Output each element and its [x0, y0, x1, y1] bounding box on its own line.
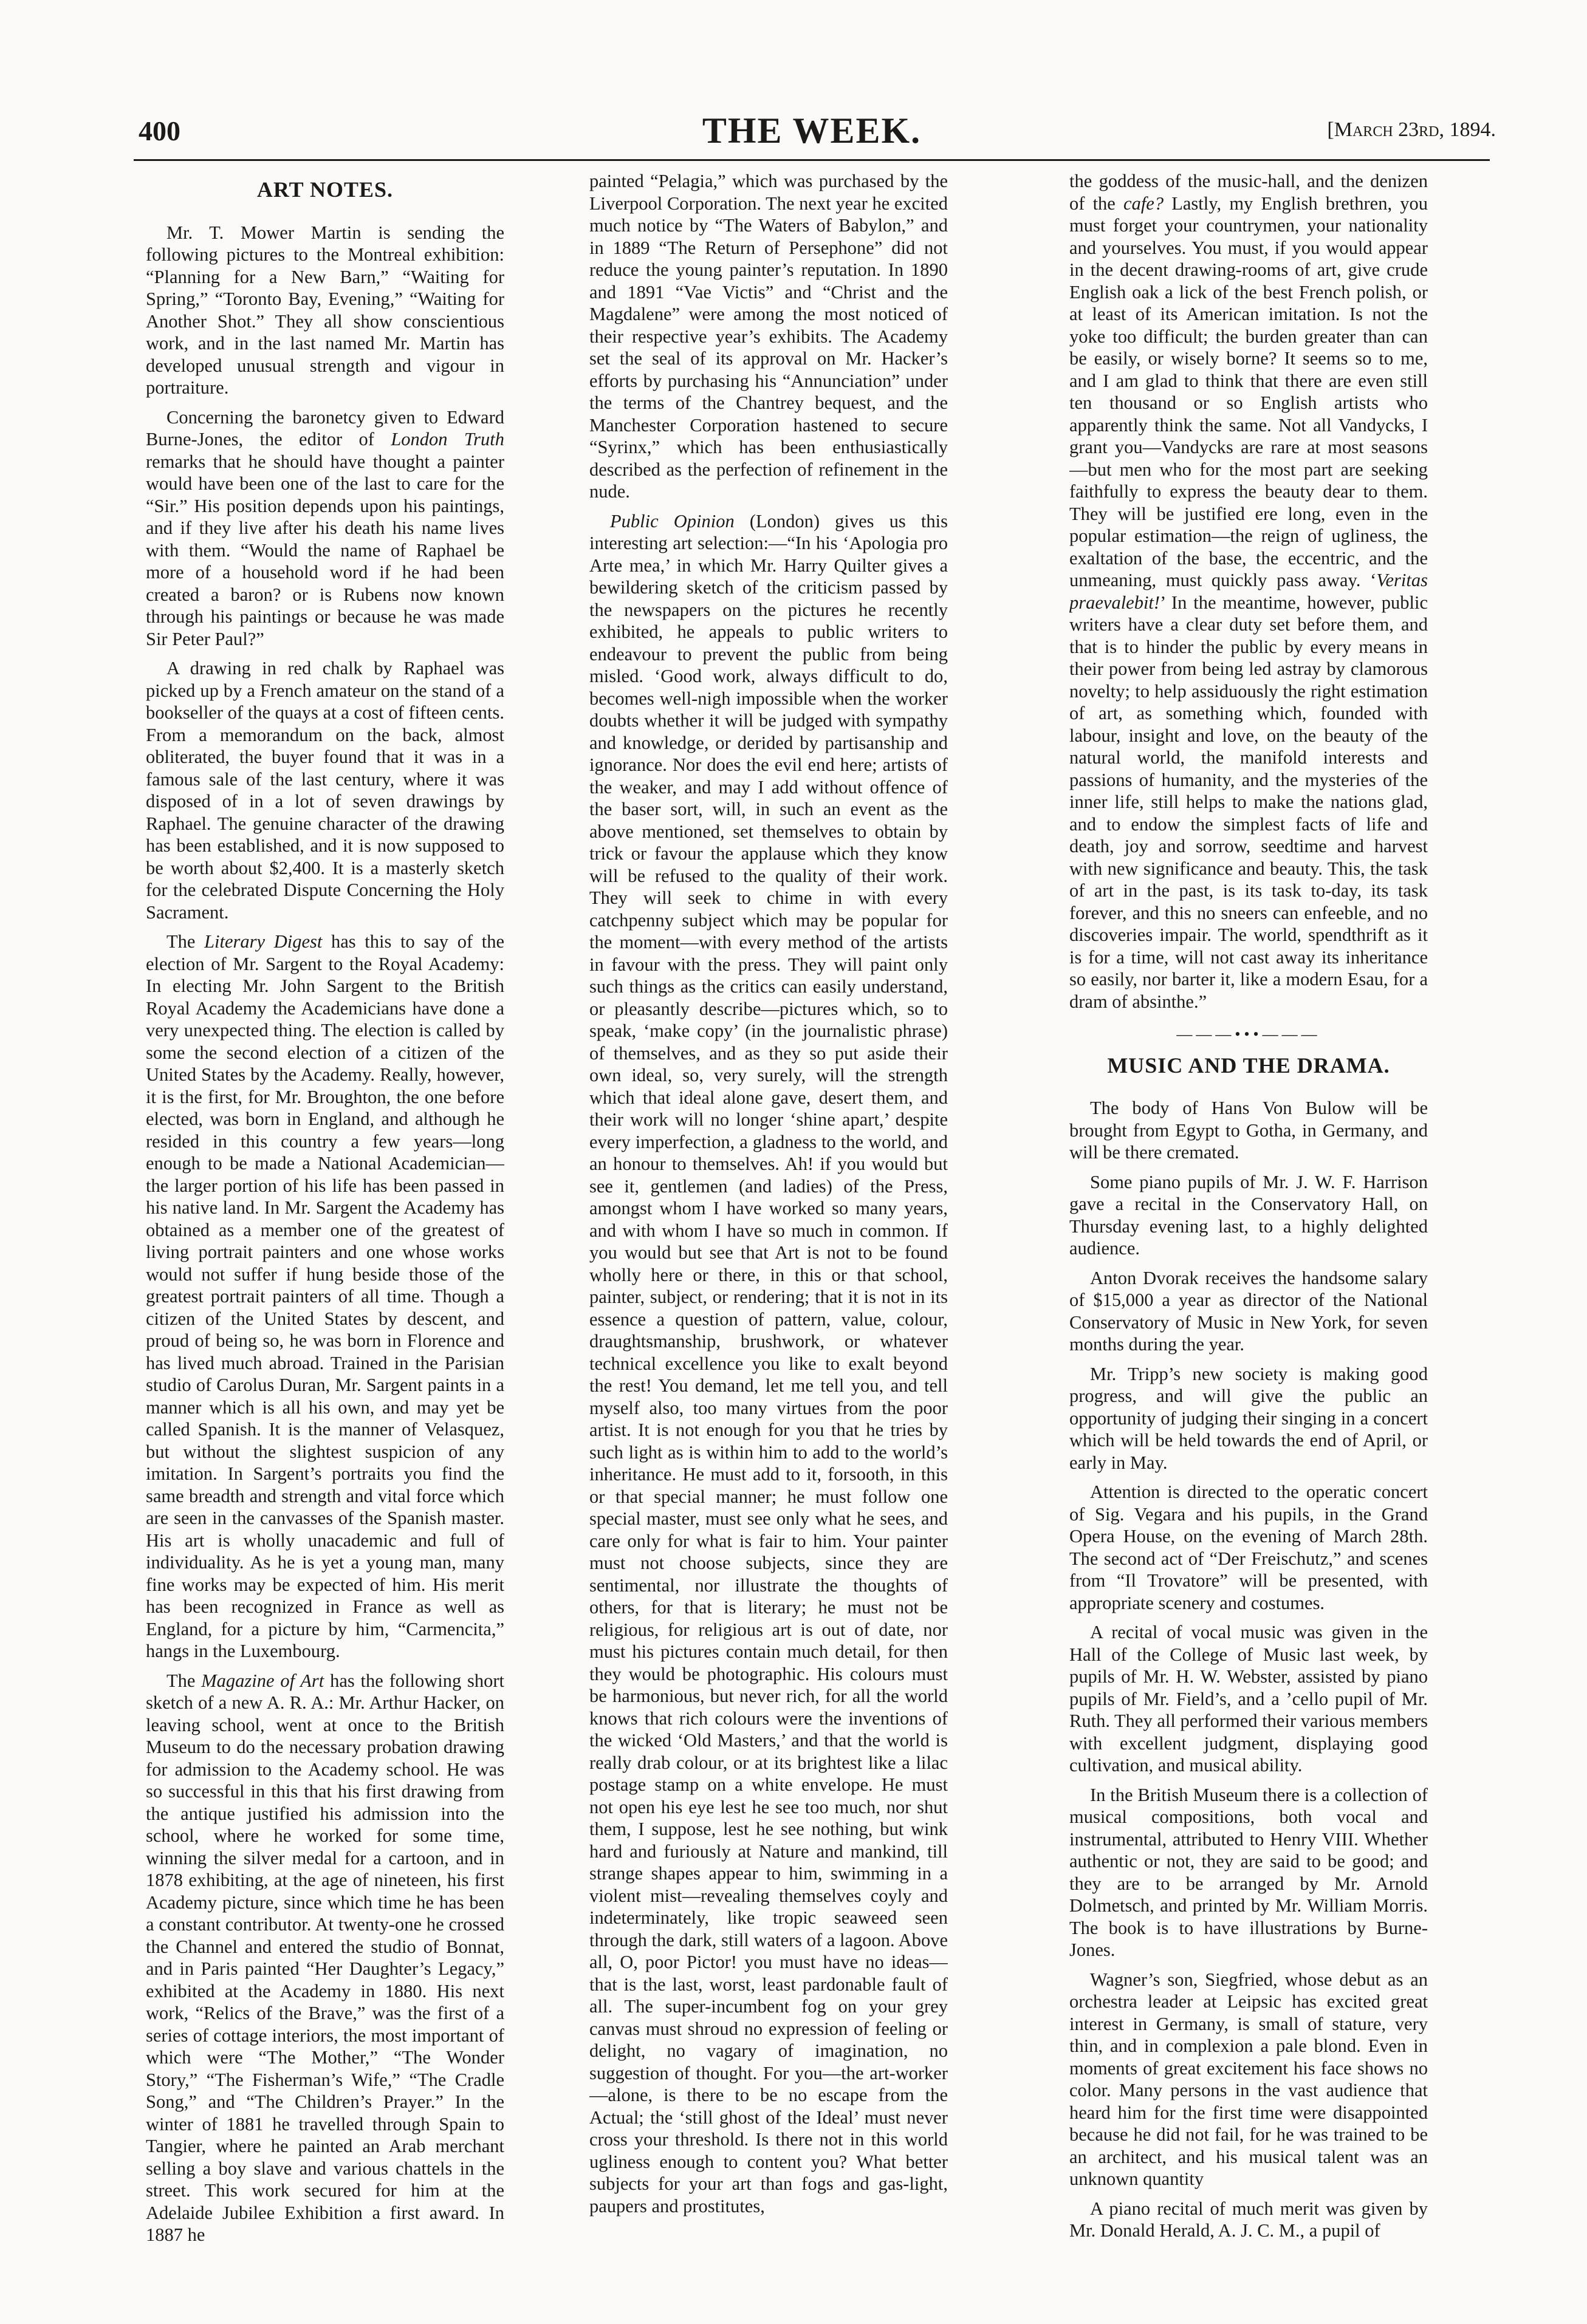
section-divider: ———•••———: [1176, 1025, 1321, 1043]
column-1: [146, 170, 504, 2284]
art-paragraph-3: A drawing in red chalk by Raphael was picked up by a French amateur on the stand of a bookseller of the quays at a cost of fifteen cents. From a memorandum on the back, almost obliterated, the buyer found that it was in a famous sale of the last century, where it was disposed of in a lot of seven drawings by Raphael. The genuine character of the drawing has been established, and it is now supposed to be worth about $2,400. It is a masterly sketch for the celebrated Dispute Concerning the Holy Sacrament.: [146, 658, 504, 923]
music-drama-heading: MUSIC AND THE DRAMA.: [1107, 1053, 1390, 1078]
page-number: 400: [139, 115, 180, 146]
music-paragraph-3: Anton Dvorak receives the handsome salary of $15,000 a year as director of the National Conservatory of Music in New York, for seven months during the year.: [1069, 1267, 1428, 1355]
column-3: [1069, 170, 1428, 2284]
art-paragraph-1: Mr. T. Mower Martin is sending the following pictures to the Montreal exhibition: “Planning for a New Barn,” “Waiting for Spring,” “Toronto Bay, Evening,” “Waiting for Another Shot.” They all show conscientious work, and in the last named Mr. Martin has developed unusual strength and vigour in portraiture.: [146, 222, 504, 398]
art-paragraph-4: The Literary Digest has this to say of the election of Mr. Sargent to the Royal Academy: In electing Mr. John Sargent to the British Royal Academy the Academicians have done a very unexpected thing. The election is called by some the second election of a citizen of the United States by the Academy. Really, however, it is the first, for Mr. Broughton, the one before elected, was born in England, and although he resided in this country a few years—long enough to be made a National Academician—the larger portion of his life has been passed in his native land. In Mr. Sargent the Academy has obtained as a member one of the greatest of living portrait painters and one whose works would not suffer if hung beside those of the greatest portrait painters of all time. Though a citizen of the United States by descent, and proud of being so, he was born in Florence and has lived much abroad. Trained in the Parisian studio of Carolus Duran, Mr. Sargent paints in a manner which is all his own, and may yet be called Spanish. It is the manner of Velasquez, but without the slightest suspicion of any imitation. In Sargent’s portraits you find the same breadth and strength and vital force which are seen in the canvasses of the Spanish master. His art is wholly unacademic and full of individuality. As he is yet a young man, many fine works may be expected of him. His merit has been recognized in France as well as England, for a picture by him, “Carmencita,” hangs in the Luxembourg.: [146, 931, 504, 1661]
music-paragraph-8: Wagner’s son, Siegfried, whose debut as an orchestra leader at Leipsic has excited great interest in Germany, is small of stature, very thin, and in complexion a pale blond. Even in moments of great excitement his face shows no color. Many persons in the vast audience that heard him for the first time were disappointed because he did not fail, for he was trained to be an architect, and his musical talent was an unknown quantity: [1069, 1969, 1428, 2189]
music-paragraph-1: The body of Hans Von Bulow will be brought from Egypt to Gotha, in Germany, and will be there cremated.: [1069, 1098, 1428, 1163]
art-paragraph-5: The Magazine of Art has the following short sketch of a new A. R. A.: Mr. Arthur Hacker, on leaving school, went at once to the British Museum to do the necessary probation drawing for admission to the Academy school. He was so successful in this that his first drawing from the antique justified his admission into the school, where he worked for some time, winning the silver medal for a cartoon, and in 1878 exhibiting, at the age of nineteen, his first Academy picture, since which time he has been a constant contributor. At twenty-one he crossed the Channel and entered the studio of Bonnat, and in Paris painted “Her Daughter’s Legacy,” exhibited at the Academy in 1880. His next work, “Relics of the Brave,” was the first of a series of cottage interiors, the most important of which were “The Mother,” “The Wonder Story,” “The Fisherman’s Wife,” “The Cradle Song,” and “The Children’s Prayer.” In the winter of 1881 he travelled through Spain to Tangier, where he painted an Arab merchant selling a boy slave and various chattels in the street. This work secured for him at the Adelaide Jubilee Exhibition a first award. In 1887 he: [146, 1670, 504, 2245]
music-paragraph-6: A recital of vocal music was given in the Hall of the College of Music last week, by pupils of Mr. H. W. Webster, assisted by piano pupils of Mr. Field’s, and a ’cello pupil of Mr. Ruth. They all performed their various members with excellent judgment, displaying good cultivation, and musical ability.: [1069, 1622, 1428, 1775]
column-2: [589, 170, 948, 2284]
art-paragraph-8: the goddess of the music-hall, and the denizen of the cafe? Lastly, my English brethren, you must forget your countrymen, your nationality and yourselves. You must, if you would appear in the decent drawing-rooms of art, give crude English oak a lick of the best French polish, or at least of its American imitation. Is not the yoke too difficult; the burden greater than can be easily, or wisely borne? It seems so to me, and I am glad to think that there are even still ten thousand or so English artists who apparently think the same. Not all Vandycks, I grant you—Vandycks are rare at most seasons—but men who for the most part are seeking faithfully to express the beauty dear to them. They will be justified ere long, even in the popular estimation—the reign of ugliness, the exaltation of the base, the eccentric, and the unmeaning, must quickly pass away. ‘Veritas praevalebit!’ In the meantime, however, public writers have a clear duty set before them, and that is to hinder the public by every means in their power from being led astray by clamorous novelty; to help assiduously the right estimation of art, as something which, founded with labour, insight and love, on the beauty of the natural world, the manifold interests and passions of humanity, and the mysteries of the inner life, still helps to make the nations glad, and to endow the simplest facts of life and death, joy and sorrow, seedtime and harvest with new significance and beauty. This, the task of art in the past, is its task to-day, its task forever, and this no sneers can enfeeble, and no discoveries impair. The world, spendthrift as it is for a time, will not cast away its inheritance so easily, nor barter it, like a modern Esau, for a dram of absinthe.”: [1069, 171, 1428, 1012]
header-rule: [134, 159, 1490, 161]
art-notes-heading: ART NOTES.: [256, 177, 394, 202]
publication-title: THE WEEK.: [702, 111, 922, 151]
page-header: [128, 106, 1496, 161]
music-paragraph-4: Mr. Tripp’s new society is making good progress, and will give the public an opportunity of judging their singing in a concert which will be held towards the end of April, or early in May.: [1069, 1363, 1428, 1473]
art-paragraph-7: Public Opinion (London) gives us this interesting art selection:—“In his ‘Apologia pro Arte mea,’ in which Mr. Harry Quilter gives a bewildering sketch of the criticism passed by the newspapers on the pictures he recently exhibited, he appeals to public writers to endeavour to prevent the public from being misled. ‘Good work, always difficult to do, becomes well-nigh impossible when the worker doubts whether it will be judged with sympathy and knowledge, or derided by partisanship and ignorance. Nor does the evil end here; artists of the weaker, and may I add without offence of the baser sort, will, in such an event as the above mentioned, set themselves to obtain by trick or favour the applause which they know will be refused to the quality of their work. They will seek to chime in with every catchpenny subject which may be popular for the moment—with every method of the artists in favour with the press. They will paint only such things as the critics can easily understand, or pleasantly describe—pictures which, so to speak, ‘make copy’ (in the journalistic phrase) of themselves, and as they so put aside their own ideal, so, very surely, will the strength which that ideal alone gave, desert them, and their work will no longer ‘shine apart,’ despite every imperfection, a gladness to the world, and an honour to themselves. Ah! if you would but see it, gentlemen (and ladies) of the Press, amongst whom I have worked so many years, and with whom I have so much in common. If you would but see that Art is not to be found wholly here or there, in this or that school, painter, subject, or rendering; that it is not in its essence a question of pattern, value, colour, draughtsmanship, brushwork, or whatever technical excellence you like to exalt beyond the rest! You demand, let me tell you, and tell myself also, too many virtues from the poor artist. It is not enough for you that he tries by such light as is within him to add to the world’s inheritance. He must add to it, forsooth, in this or that special manner; he must follow one special master, must see only what he sees, and care only for what is fair to him. Your painter must not choose subjects, since they are sentimental, nor illustrate the thoughts of others, for that is literary; he must not be religious, for religious art is out of date, nor must his pictures contain much detail, for then they would be photographic. His colours must be harmonious, but never rich, for all the world knows that rich colours were the inventions of the wicked ‘Old Masters,’ and that the world is really drab colour, or at its brightest like a lilac postage stamp on a white envelope. He must not open his eye lest he see too much, nor shut them, I suppose, lest he see nothing, but wink hard and furiously at Nature and mankind, till strange shapes appear to him, swimming in a violent mist—revealing themselves coyly and indeterminately, like tropic seaweed seen through the dark, still waters of a lagoon. Above all, O, poor Pictor! you must have no ideas—that is the last, worst, least pardonable fault of all. The super-incumbent fog on your grey canvas must shroud no expression of feeling or delight, no vagary of imagination, no suggestion of thought. For you—the art-worker—alone, is there to be no escape from the Actual; the ‘still ghost of the Ideal’ must never cross your threshold. Is there not in this world ugliness enough to content you? What better subjects for your art than fogs and gas-light, paupers and prostitutes,: [589, 510, 948, 2216]
issue-date: [March 23rd, 1894.: [1327, 118, 1496, 141]
art-paragraph-6: painted “Pelagia,” which was purchased by the Liverpool Corporation. The next year he excited much notice by “The Waters of Babylon,” and in 1889 “The Return of Persephone” did not reduce the young painter’s reputation. In 1890 and 1891 “Vae Victis” and “Christ and the Magdalene” were among the most noticed of their respective year’s exhibits. The Academy set the seal of its approval on Mr. Hacker’s efforts by purchasing his “Annunciation” under the terms of the Chantrey bequest, and the Manchester Corporation hastened to secure “Syrinx,” which has been enthusiastically described as the perfection of refinement in the nude.: [589, 171, 948, 502]
music-paragraph-9: A piano recital of much merit was given by Mr. Donald Herald, A. J. C. M., a pupil of: [1069, 2198, 1428, 2241]
music-paragraph-5: Attention is directed to the operatic concert of Sig. Vegara and his pupils, in the Grand Opera House, on the evening of March 28th. The second act of “Der Freischutz,” and scenes from “Il Trovatore” will be presented, with appropriate scenery and costumes.: [1069, 1482, 1428, 1613]
music-paragraph-2: Some piano pupils of Mr. J. W. F. Harrison gave a recital in the Conservatory Hall, on Thursday evening last, to a highly delighted audience.: [1069, 1171, 1428, 1259]
art-paragraph-2: Concerning the baronetcy given to Edward Burne-Jones, the editor of London Truth remarks that he should have thought a painter would have been one of the last to care for the “Sir.” His position depends upon his paintings, and if they live after his death his name lives with them. “Would the name of Raphael be more of a household word if he had been created a baron? or is Rubens now known through his paintings or because he was made Sir Peter Paul?”: [146, 406, 504, 649]
music-paragraph-7: In the British Museum there is a collection of musical compositions, both vocal and instrumental, attributed to Henry VIII. Whether authentic or not, they are said to be good; and they are to be arranged by Mr. Arnold Dolmetsch, and printed by Mr. William Morris. The book is to have illustrations by Burne-Jones.: [1069, 1784, 1428, 1960]
